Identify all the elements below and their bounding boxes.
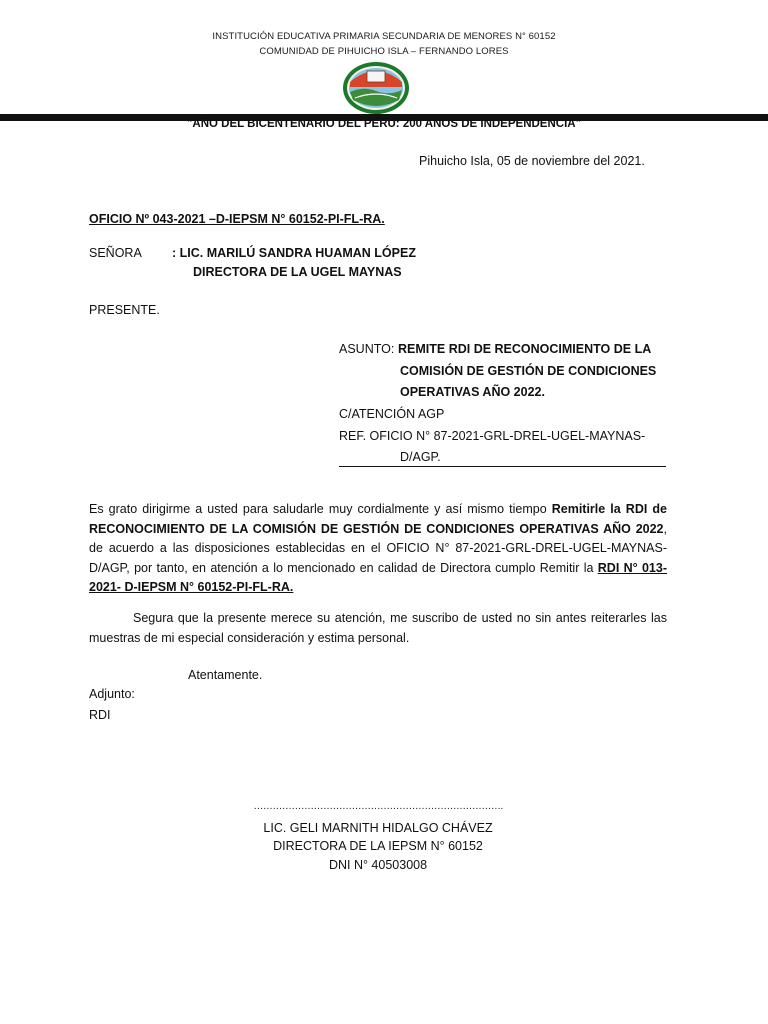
- signer-dni: DNI N° 40503008: [328, 858, 428, 872]
- presente: PRESENTE.: [89, 303, 160, 317]
- attachment-item: RDI: [89, 708, 111, 722]
- recipient-title: DIRECTORA DE LA UGEL MAYNAS: [193, 265, 402, 279]
- signature-line: …………………………………………………………………….: [253, 801, 503, 812]
- asunto-line-3: OPERATIVAS AÑO 2022.: [400, 385, 545, 399]
- recipient-label: SEÑORA: [89, 246, 142, 260]
- body-p1-rdi-reference: RDI N° 013-2021- D-IEPSM N° 60152-PI-FL-RA.: [89, 560, 667, 594]
- signer-position: DIRECTORA DE LA IEPSM N° 60152: [273, 839, 483, 853]
- attention-line: C/ATENCIÓN AGP: [339, 407, 445, 421]
- reference-line-2: D/AGP.: [400, 450, 441, 464]
- recipient-name: : LIC. MARILÚ SANDRA HUAMAN LÓPEZ: [172, 246, 416, 260]
- body-paragraph-1: [89, 500, 667, 598]
- body-p1-intro: Es grato dirigirme a usted para saludarle muy cordialmente y así mismo tiempo: [89, 502, 552, 516]
- asunto-underline: [339, 466, 666, 467]
- signer-name: LIC. GELI MARNITH HIDALGO CHÁVEZ: [263, 821, 493, 835]
- year-motto: "AÑO DEL BICENTENARIO DEL PERÚ: 200 AÑOS DE INDEPENDENCIA": [186, 118, 582, 130]
- attachment-label: Adjunto:: [89, 687, 135, 701]
- community-name: COMUNIDAD DE PIHUICHO ISLA – FERNANDO LORES: [259, 46, 509, 57]
- institution-name: INSTITUCIÓN EDUCATIVA PRIMARIA SECUNDARIA DE MENORES N° 60152: [212, 31, 556, 42]
- school-emblem: [341, 60, 411, 116]
- asunto-label: ASUNTO:: [339, 342, 395, 356]
- body-p1-subject: Remitirle la RDI de RECONOCIMIENTO DE LA COMISIÓN DE GESTIÓN DE CONDICIONES OPERATIVAS AÑO 2022: [89, 502, 667, 536]
- date-line: Pihuicho Isla, 05 de noviembre del 2021.: [419, 154, 645, 168]
- asunto-line-1: REMITE RDI DE RECONOCIMIENTO DE LA: [398, 342, 652, 356]
- asunto-line-2: COMISIÓN DE GESTIÓN DE CONDICIONES: [400, 364, 657, 378]
- body-p1-details: , de acuerdo a las disposiciones establecidas en el OFICIO N° 87-2021-GRL-DREL-UGEL-MAYNAS-D/AGP, por tanto, en atención a lo mencionado en calidad de Directora cumplo Remitir la: [89, 521, 667, 575]
- closing: Atentamente.: [188, 668, 263, 682]
- reference-line-1: REF. OFICIO N° 87-2021-GRL-DREL-UGEL-MAYNAS-: [339, 429, 646, 443]
- body-paragraph-2: Segura que la presente merece su atención, me suscribo de usted no sin antes reiterarles las muestras de mi especial consideración y estima personal.: [89, 611, 667, 645]
- oficio-number: OFICIO Nº 043-2021 –D-IEPSM N° 60152-PI-FL-RA.: [89, 212, 385, 226]
